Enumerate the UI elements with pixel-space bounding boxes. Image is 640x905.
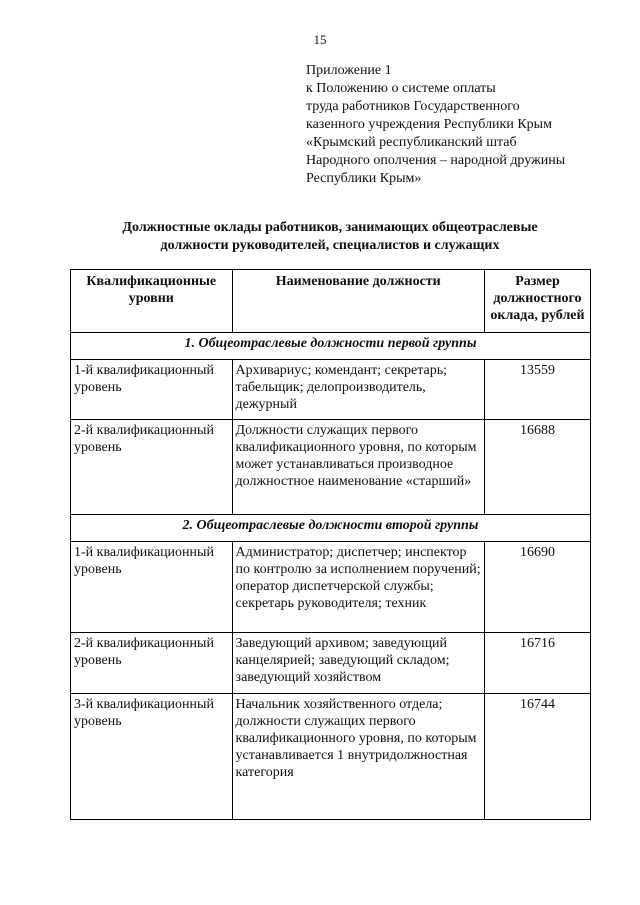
salary-table [70,269,591,820]
page-number: 15 [313,32,327,47]
table-row [71,633,591,694]
group-row [71,333,591,360]
level-cell: 1-й квалификационный уровень [71,542,233,633]
appendix-line: к Положению о системе оплаты [306,81,496,96]
level-cell: 1-й квалификационный уровень [71,360,233,420]
title-line-1: Должностные оклады работников, занимающих общеотраслевые [122,220,538,235]
table-row [71,420,591,515]
table-row [71,542,591,633]
appendix-line: Приложение 1 [306,63,392,78]
level-cell: 3-й квалификационный уровень [71,694,233,820]
salary-cell: 16688 [484,420,590,515]
positions-cell: Начальник хозяйственного отдела; должности служащих первого квалификационного уровня, по которым устанавливается 1 внутридолжностная категория [232,694,484,820]
group-title: 1. Общеотраслевые должности первой группы [71,333,591,360]
appendix-line: казенного учреждения Республики Крым [306,117,552,132]
header-position: Наименование должности [232,270,484,333]
group-title: 2. Общеотраслевые должности второй группы [71,515,591,542]
title-line-2: должности руководителей, специалистов и служащих [160,238,500,253]
document-title [70,219,590,255]
appendix-line: «Крымский республиканский штаб [306,135,517,150]
appendix-line: Народного ополчения – народной дружины [306,153,566,168]
header-salary: Размер должностного оклада, рублей [484,270,590,333]
table-row [71,360,591,420]
salary-cell: 16716 [484,633,590,694]
positions-cell: Архивариус; комендант; секретарь; табельщик; делопроизводитель, дежурный [232,360,484,420]
appendix-line: труда работников Государственного [306,99,520,114]
table-header-row [71,270,591,333]
appendix-line: Республики Крым» [306,171,422,186]
positions-cell: Администратор; диспетчер; инспектор по контролю за исполнением поручений; оператор диспетчерской службы; секретарь руководителя; техник [232,542,484,633]
salary-cell: 16744 [484,694,590,820]
header-level: Квалификационные уровни [71,270,233,333]
appendix-block [306,62,565,188]
salary-cell: 13559 [484,360,590,420]
level-cell: 2-й квалификационный уровень [71,633,233,694]
level-cell: 2-й квалификационный уровень [71,420,233,515]
positions-cell: Должности служащих первого квалификационного уровня, по которым может устанавливаться производное должностное наименование «старший» [232,420,484,515]
positions-cell: Заведующий архивом; заведующий канцелярией; заведующий складом; заведующий хозяйством [232,633,484,694]
table-row [71,694,591,820]
salary-cell: 16690 [484,542,590,633]
group-row [71,515,591,542]
